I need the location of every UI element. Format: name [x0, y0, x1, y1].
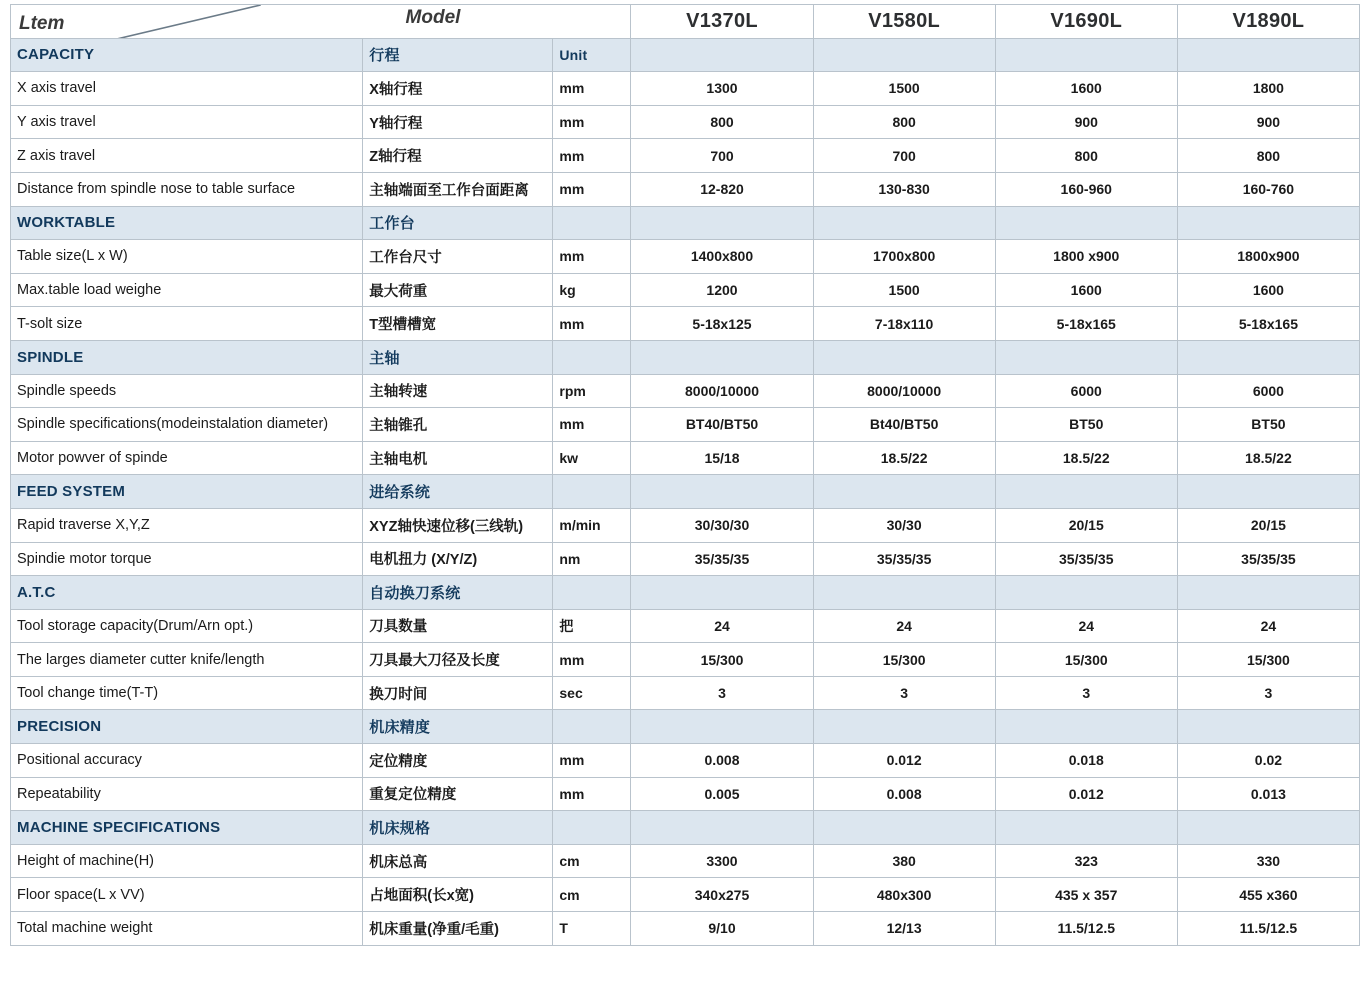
row-value-model-1: 12-820 [631, 172, 813, 206]
row-value-model-4 [1177, 710, 1359, 744]
row-value-model-3: 323 [995, 844, 1177, 878]
section-row [11, 340, 1360, 374]
specification-table [10, 4, 1360, 946]
row-value-model-1: 0.005 [631, 777, 813, 811]
row-label-en: Distance from spindle nose to table surface [11, 172, 363, 206]
section-row [11, 576, 1360, 610]
row-value-model-4 [1177, 206, 1359, 240]
row-value-model-4: 18.5/22 [1177, 441, 1359, 475]
row-label-en: WORKTABLE [11, 206, 363, 240]
row-value-model-3: 435 x 357 [995, 878, 1177, 912]
row-value-model-1: 15/300 [631, 643, 813, 677]
row-label-en: Max.table load weighe [11, 273, 363, 307]
table-row [11, 374, 1360, 408]
row-value-model-2 [813, 38, 995, 72]
row-value-model-1: 700 [631, 139, 813, 173]
row-value-model-2: 7-18x110 [813, 307, 995, 341]
table-row [11, 105, 1360, 139]
row-label-cn: 自动换刀系统 [363, 576, 553, 610]
row-value-model-3: 20/15 [995, 508, 1177, 542]
row-value-model-1: 1400x800 [631, 240, 813, 274]
model-header-2 [813, 5, 995, 39]
row-value-model-1: BT40/BT50 [631, 408, 813, 442]
row-value-model-1: 8000/10000 [631, 374, 813, 408]
row-value-model-3: 5-18x165 [995, 307, 1177, 341]
row-value-model-2 [813, 340, 995, 374]
row-value-model-2: 3 [813, 676, 995, 710]
row-label-en: Tool change time(T-T) [11, 676, 363, 710]
row-value-model-3: 0.018 [995, 744, 1177, 778]
row-value-model-4: 900 [1177, 105, 1359, 139]
row-value-model-3: 160-960 [995, 172, 1177, 206]
row-label-en: Repeatability [11, 777, 363, 811]
row-value-model-2: 1500 [813, 72, 995, 106]
row-value-model-1: 3300 [631, 844, 813, 878]
model-name-label: V1690L [1050, 9, 1123, 32]
row-value-model-3: 24 [995, 609, 1177, 643]
row-label-en: Positional accuracy [11, 744, 363, 778]
row-value-model-2: 15/300 [813, 643, 995, 677]
row-label-cn: 机床规格 [363, 811, 553, 845]
table-row [11, 744, 1360, 778]
row-unit [553, 710, 631, 744]
row-value-model-3: 0.012 [995, 777, 1177, 811]
row-value-model-3 [995, 576, 1177, 610]
row-unit: mm [553, 744, 631, 778]
corner-item-label: Ltem [19, 12, 65, 34]
row-value-model-4: 160-760 [1177, 172, 1359, 206]
row-label-cn: 工作台 [363, 206, 553, 240]
row-value-model-3: 6000 [995, 374, 1177, 408]
row-label-cn: 机床总高 [363, 844, 553, 878]
table-row [11, 240, 1360, 274]
table-row [11, 542, 1360, 576]
row-value-model-4: 5-18x165 [1177, 307, 1359, 341]
row-unit: mm [553, 307, 631, 341]
row-label-cn: 进给系统 [363, 475, 553, 509]
row-label-cn: 机床精度 [363, 710, 553, 744]
row-value-model-4: 0.013 [1177, 777, 1359, 811]
corner-header-cell [11, 5, 631, 39]
row-label-cn: 主轴电机 [363, 441, 553, 475]
row-value-model-4 [1177, 475, 1359, 509]
row-unit: kw [553, 441, 631, 475]
section-row [11, 206, 1360, 240]
row-label-cn: 工作台尺寸 [363, 240, 553, 274]
row-value-model-3: BT50 [995, 408, 1177, 442]
table-header [11, 5, 1360, 39]
row-value-model-3: 900 [995, 105, 1177, 139]
row-value-model-4 [1177, 811, 1359, 845]
row-value-model-3: 18.5/22 [995, 441, 1177, 475]
row-unit: T [553, 912, 631, 946]
row-value-model-2: 0.008 [813, 777, 995, 811]
section-row [11, 38, 1360, 72]
row-label-en: PRECISION [11, 710, 363, 744]
row-value-model-1 [631, 811, 813, 845]
row-value-model-1: 3 [631, 676, 813, 710]
section-row [11, 475, 1360, 509]
row-value-model-2: 30/30 [813, 508, 995, 542]
row-value-model-2 [813, 576, 995, 610]
diagonal-divider-icon [11, 5, 630, 38]
row-value-model-1: 800 [631, 105, 813, 139]
table-row [11, 172, 1360, 206]
row-value-model-4: 330 [1177, 844, 1359, 878]
row-value-model-4: 24 [1177, 609, 1359, 643]
row-label-cn: 定位精度 [363, 744, 553, 778]
row-label-cn: 最大荷重 [363, 273, 553, 307]
row-label-cn: 主轴转速 [363, 374, 553, 408]
row-label-cn: 刀具最大刀径及长度 [363, 643, 553, 677]
row-value-model-3 [995, 38, 1177, 72]
section-row [11, 710, 1360, 744]
row-value-model-1: 30/30/30 [631, 508, 813, 542]
row-value-model-1 [631, 710, 813, 744]
row-value-model-1: 0.008 [631, 744, 813, 778]
row-value-model-4: 1800x900 [1177, 240, 1359, 274]
row-label-cn: 重复定位精度 [363, 777, 553, 811]
row-value-model-3: 35/35/35 [995, 542, 1177, 576]
row-value-model-3 [995, 811, 1177, 845]
row-label-cn: Y轴行程 [363, 105, 553, 139]
row-unit: m/min [553, 508, 631, 542]
row-unit: cm [553, 844, 631, 878]
row-unit: Unit [553, 38, 631, 72]
model-header-4 [1177, 5, 1359, 39]
row-unit: kg [553, 273, 631, 307]
row-label-cn: 换刀时间 [363, 676, 553, 710]
row-label-cn: XYZ轴快速位移(三线轨) [363, 508, 553, 542]
row-unit: nm [553, 542, 631, 576]
row-label-en: Rapid traverse X,Y,Z [11, 508, 363, 542]
row-value-model-4: 11.5/12.5 [1177, 912, 1359, 946]
row-label-en: T-solt size [11, 307, 363, 341]
row-value-model-3: 11.5/12.5 [995, 912, 1177, 946]
row-value-model-1: 35/35/35 [631, 542, 813, 576]
row-value-model-2: 380 [813, 844, 995, 878]
row-value-model-1: 5-18x125 [631, 307, 813, 341]
row-value-model-4: 3 [1177, 676, 1359, 710]
row-value-model-2: Bt40/BT50 [813, 408, 995, 442]
table-row [11, 273, 1360, 307]
row-label-en: Floor space(L x VV) [11, 878, 363, 912]
row-label-en: Table size(L x W) [11, 240, 363, 274]
row-label-en: Spindle specifications(modeinstalation diameter) [11, 408, 363, 442]
section-row [11, 811, 1360, 845]
row-value-model-2: 800 [813, 105, 995, 139]
row-value-model-4: 15/300 [1177, 643, 1359, 677]
row-value-model-1 [631, 340, 813, 374]
row-label-en: Spindle speeds [11, 374, 363, 408]
table-row [11, 441, 1360, 475]
row-label-en: Motor powver of spinde [11, 441, 363, 475]
row-value-model-3: 15/300 [995, 643, 1177, 677]
row-label-en: A.T.C [11, 576, 363, 610]
row-value-model-2: 18.5/22 [813, 441, 995, 475]
row-label-cn: 机床重量(净重/毛重) [363, 912, 553, 946]
row-value-model-2: 35/35/35 [813, 542, 995, 576]
row-label-en: SPINDLE [11, 340, 363, 374]
row-value-model-2 [813, 475, 995, 509]
row-label-cn: 刀具数量 [363, 609, 553, 643]
row-value-model-4: BT50 [1177, 408, 1359, 442]
row-label-en: CAPACITY [11, 38, 363, 72]
row-value-model-4: 800 [1177, 139, 1359, 173]
row-unit: mm [553, 72, 631, 106]
row-value-model-4 [1177, 38, 1359, 72]
row-unit [553, 340, 631, 374]
row-unit: mm [553, 172, 631, 206]
row-value-model-1: 9/10 [631, 912, 813, 946]
model-name-label: V1370L [686, 9, 758, 32]
row-unit: mm [553, 643, 631, 677]
row-label-en: Total machine weight [11, 912, 363, 946]
row-label-en: Z axis travel [11, 139, 363, 173]
row-label-cn: 占地面积(长x宽) [363, 878, 553, 912]
row-value-model-2: 130-830 [813, 172, 995, 206]
row-value-model-3 [995, 206, 1177, 240]
row-value-model-1 [631, 576, 813, 610]
row-value-model-4 [1177, 576, 1359, 610]
row-unit: rpm [553, 374, 631, 408]
row-unit: sec [553, 676, 631, 710]
row-value-model-3: 1800 x900 [995, 240, 1177, 274]
row-unit: mm [553, 105, 631, 139]
row-value-model-1: 1200 [631, 273, 813, 307]
row-value-model-2: 700 [813, 139, 995, 173]
row-value-model-2: 1700x800 [813, 240, 995, 274]
row-value-model-2 [813, 206, 995, 240]
table-row [11, 609, 1360, 643]
table-row [11, 139, 1360, 173]
row-value-model-3: 3 [995, 676, 1177, 710]
row-label-cn: 电机扭力 (X/Y/Z) [363, 542, 553, 576]
row-value-model-2: 480x300 [813, 878, 995, 912]
row-label-en: FEED SYSTEM [11, 475, 363, 509]
row-unit [553, 811, 631, 845]
row-label-en: MACHINE SPECIFICATIONS [11, 811, 363, 845]
row-label-en: Tool storage capacity(Drum/Arn opt.) [11, 609, 363, 643]
row-label-en: X axis travel [11, 72, 363, 106]
row-unit: mm [553, 139, 631, 173]
table-row [11, 643, 1360, 677]
row-label-en: The larges diameter cutter knife/length [11, 643, 363, 677]
row-value-model-4: 20/15 [1177, 508, 1359, 542]
row-value-model-2: 0.012 [813, 744, 995, 778]
row-label-en: Spindie motor torque [11, 542, 363, 576]
row-value-model-2: 1500 [813, 273, 995, 307]
row-label-cn: Z轴行程 [363, 139, 553, 173]
row-value-model-1 [631, 38, 813, 72]
table-row [11, 912, 1360, 946]
row-value-model-1: 15/18 [631, 441, 813, 475]
row-label-cn: 行程 [363, 38, 553, 72]
model-name-label: V1890L [1232, 9, 1305, 32]
row-unit: mm [553, 240, 631, 274]
model-name-label: V1580L [868, 9, 941, 32]
row-unit [553, 576, 631, 610]
row-label-en: Height of machine(H) [11, 844, 363, 878]
row-value-model-1: 340x275 [631, 878, 813, 912]
row-label-cn: T型槽槽宽 [363, 307, 553, 341]
model-header-1 [631, 5, 813, 39]
row-value-model-4 [1177, 340, 1359, 374]
row-label-en: Y axis travel [11, 105, 363, 139]
row-value-model-3: 800 [995, 139, 1177, 173]
row-value-model-4: 0.02 [1177, 744, 1359, 778]
row-label-cn: 主轴端面至工作台面距离 [363, 172, 553, 206]
row-value-model-1: 1300 [631, 72, 813, 106]
row-value-model-2 [813, 710, 995, 744]
model-header-3 [995, 5, 1177, 39]
row-value-model-4: 1600 [1177, 273, 1359, 307]
row-value-model-1 [631, 475, 813, 509]
row-value-model-3: 1600 [995, 72, 1177, 106]
header-row [11, 5, 1360, 39]
row-label-cn: X轴行程 [363, 72, 553, 106]
table-row [11, 676, 1360, 710]
row-unit: mm [553, 408, 631, 442]
row-value-model-4: 455 x360 [1177, 878, 1359, 912]
row-value-model-3 [995, 710, 1177, 744]
table-row [11, 508, 1360, 542]
corner-model-label: Model [405, 7, 461, 28]
row-value-model-2: 8000/10000 [813, 374, 995, 408]
row-value-model-2: 12/13 [813, 912, 995, 946]
table-row [11, 777, 1360, 811]
table-row [11, 72, 1360, 106]
row-value-model-3: 1600 [995, 273, 1177, 307]
row-label-cn: 主轴锥孔 [363, 408, 553, 442]
row-value-model-4: 6000 [1177, 374, 1359, 408]
row-unit [553, 475, 631, 509]
row-value-model-1: 24 [631, 609, 813, 643]
table-row [11, 844, 1360, 878]
row-unit [553, 206, 631, 240]
row-value-model-3 [995, 475, 1177, 509]
row-value-model-2: 24 [813, 609, 995, 643]
row-unit: mm [553, 777, 631, 811]
table-body [11, 38, 1360, 945]
row-value-model-2 [813, 811, 995, 845]
row-label-cn: 主轴 [363, 340, 553, 374]
table-row [11, 307, 1360, 341]
row-value-model-1 [631, 206, 813, 240]
row-unit: cm [553, 878, 631, 912]
row-value-model-4: 35/35/35 [1177, 542, 1359, 576]
row-value-model-4: 1800 [1177, 72, 1359, 106]
table-row [11, 408, 1360, 442]
row-unit: 把 [553, 609, 631, 643]
table-row [11, 878, 1360, 912]
row-value-model-3 [995, 340, 1177, 374]
